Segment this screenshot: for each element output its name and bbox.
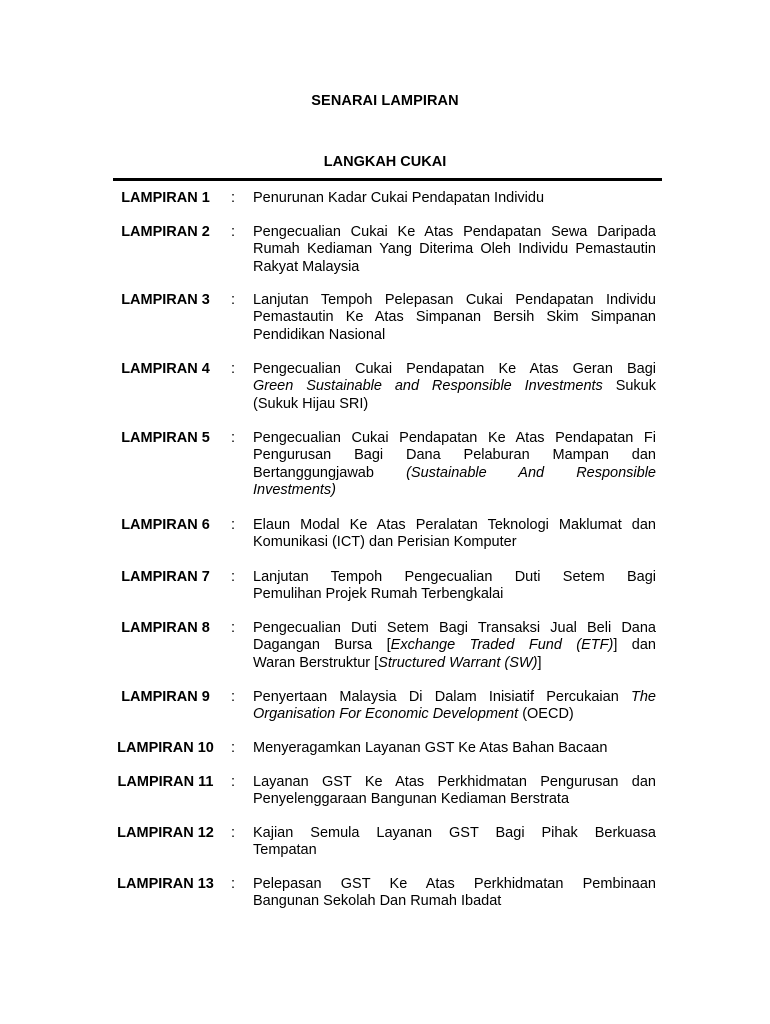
item-description: Lanjutan Tempoh Pengecualian Duti Setem Bagi Pemulihan Projek Rumah Terbengkalai: [253, 569, 656, 603]
item-label: LAMPIRAN 8: [121, 620, 210, 636]
item-colon: :: [231, 292, 236, 308]
item-description: Lanjutan Tempoh Pelepasan Cukai Pendapatan Individu Pemastautin Ke Atas Simpanan Bersih Skim Simpanan Pendidikan Nasional: [253, 292, 656, 343]
item-description: Pengecualian Cukai Pendapatan Ke Atas Pendapatan Fi Pengurusan Bagi Dana Pelaburan Mampan dan Bertanggungjawab (Sustainable And Responsible Investments): [253, 430, 657, 499]
item-description: Penurunan Kadar Cukai Pendapatan Individu: [253, 190, 545, 206]
item-label: LAMPIRAN 9: [121, 689, 210, 705]
item-colon: :: [231, 430, 236, 446]
section-title: LANGKAH CUKAI: [323, 154, 447, 170]
item-label: LAMPIRAN 1: [121, 190, 210, 206]
item-colon: :: [231, 620, 236, 636]
item-description: Penyertaan Malaysia Di Dalam Inisiatif Percukaian The Organisation For Economic Development (OECD): [253, 689, 656, 723]
item-colon: :: [231, 361, 236, 377]
item-description: Elaun Modal Ke Atas Peralatan Teknologi Maklumat dan Komunikasi (ICT) dan Perisian Komputer: [253, 517, 656, 551]
item-description: Kajian Semula Layanan GST Bagi Pihak Berkuasa Tempatan: [253, 825, 656, 859]
item-colon: :: [231, 740, 236, 756]
item-label: LAMPIRAN 13: [117, 876, 214, 892]
item-colon: :: [231, 689, 236, 705]
item-description: Layanan GST Ke Atas Perkhidmatan Pengurusan dan Penyelenggaraan Bangunan Kediaman Berstrata: [253, 774, 656, 808]
item-label: LAMPIRAN 6: [121, 517, 210, 533]
item-description: Pengecualian Duti Setem Bagi Transaksi Jual Beli Dana Dagangan Bursa [Exchange Traded Fund (ETF)] dan Waran Berstruktur [Structured Warrant (SW)]: [253, 620, 656, 671]
item-colon: :: [231, 825, 236, 841]
item-description: Pelepasan GST Ke Atas Perkhidmatan Pembinaan Bangunan Sekolah Dan Rumah Ibadat: [253, 876, 656, 910]
item-label: LAMPIRAN 5: [121, 430, 210, 446]
item-label: LAMPIRAN 3: [121, 292, 210, 308]
item-colon: :: [231, 569, 236, 585]
item-label: LAMPIRAN 7: [121, 569, 210, 585]
item-colon: :: [231, 190, 236, 206]
item-label: LAMPIRAN 4: [121, 361, 210, 377]
item-colon: :: [231, 774, 236, 790]
item-label: LAMPIRAN 10: [117, 740, 214, 756]
title-divider: [113, 178, 662, 181]
item-label: LAMPIRAN 11: [117, 774, 214, 790]
item-description: Menyeragamkan Layanan GST Ke Atas Bahan Bacaan: [253, 740, 608, 756]
item-description: Pengecualian Cukai Pendapatan Ke Atas Geran Bagi Green Sustainable and Responsible Investments Sukuk (Sukuk Hijau SRI): [253, 361, 656, 412]
item-description: Pengecualian Cukai Ke Atas Pendapatan Sewa Daripada Rumah Kediaman Yang Diterima Oleh Individu Pemastautin Rakyat Malaysia: [253, 224, 656, 275]
item-colon: :: [231, 224, 236, 240]
item-colon: :: [231, 876, 236, 892]
item-label: LAMPIRAN 12: [117, 825, 214, 841]
page-title: SENARAI LAMPIRAN: [311, 93, 459, 109]
item-colon: :: [231, 517, 236, 533]
item-label: LAMPIRAN 2: [121, 224, 210, 240]
